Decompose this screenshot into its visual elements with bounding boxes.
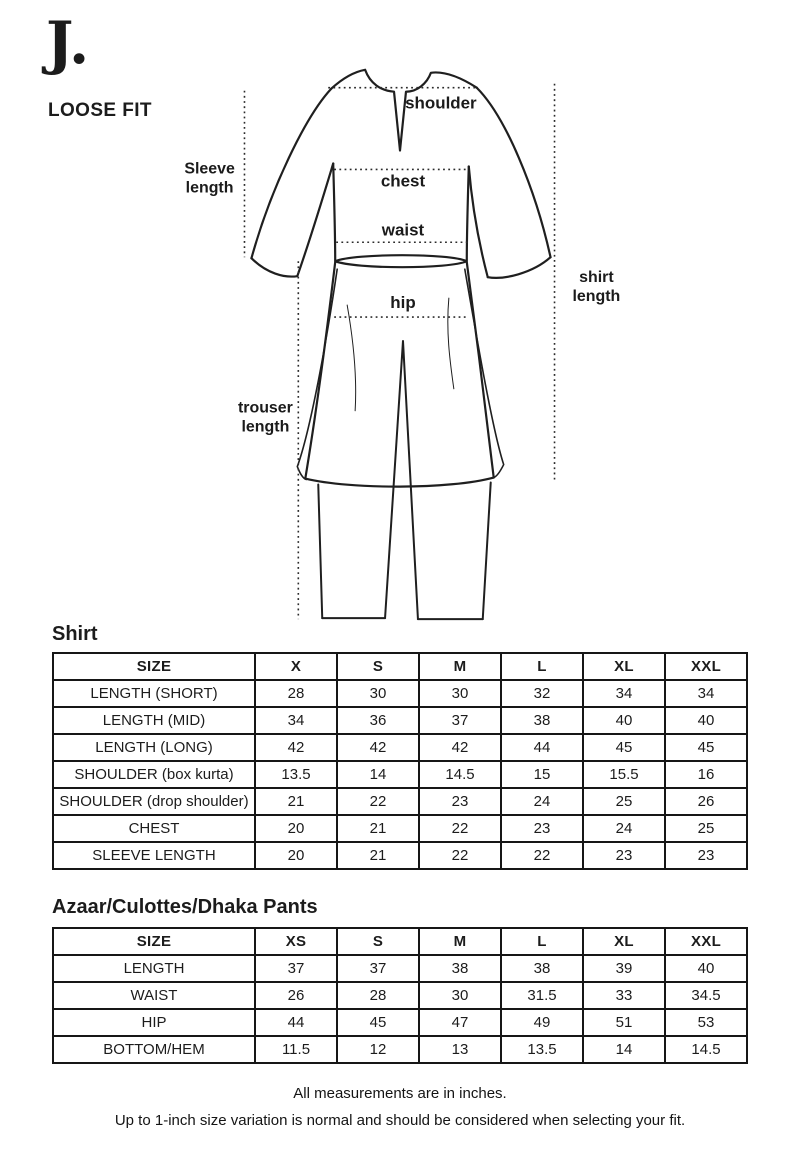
row-label: SHOULDER (drop shoulder): [53, 788, 255, 815]
size-value-cell: 30: [337, 680, 419, 707]
fit-label: LOOSE FIT: [48, 100, 152, 121]
size-value-cell: 15: [501, 761, 583, 788]
table-row: [53, 788, 747, 815]
size-value-cell: 15.5: [583, 761, 665, 788]
size-value-cell: 38: [501, 707, 583, 734]
size-value-cell: 21: [255, 788, 337, 815]
row-label: LENGTH (MID): [53, 707, 255, 734]
size-value-cell: 23: [665, 842, 747, 869]
size-value-cell: 32: [501, 680, 583, 707]
row-label: LENGTH (LONG): [53, 734, 255, 761]
size-value-cell: 38: [501, 955, 583, 982]
column-header: M: [419, 928, 501, 955]
row-label: SHOULDER (box kurta): [53, 761, 255, 788]
row-label: HIP: [53, 1009, 255, 1036]
size-value-cell: 34.5: [665, 982, 747, 1009]
shirt-length-label-2: length: [572, 288, 621, 306]
size-value-cell: 30: [419, 680, 501, 707]
size-value-cell: 37: [419, 707, 501, 734]
size-value-cell: 37: [337, 955, 419, 982]
size-value-cell: 30: [419, 982, 501, 1009]
size-value-cell: 40: [583, 707, 665, 734]
size-value-cell: 28: [337, 982, 419, 1009]
size-value-cell: 40: [665, 955, 747, 982]
size-value-cell: 13.5: [255, 761, 337, 788]
column-header: L: [501, 653, 583, 680]
size-value-cell: 49: [501, 1009, 583, 1036]
size-value-cell: 24: [501, 788, 583, 815]
pants-size-table: [52, 927, 748, 1064]
size-value-cell: 12: [337, 1036, 419, 1063]
column-header: X: [255, 653, 337, 680]
column-header: SIZE: [53, 928, 255, 955]
footer-note-variation: Up to 1-inch size variation is normal and should be considered when selecting your fit.: [114, 1112, 686, 1129]
size-value-cell: 40: [665, 707, 747, 734]
size-value-cell: 51: [583, 1009, 665, 1036]
size-value-cell: 31.5: [501, 982, 583, 1009]
size-value-cell: 26: [255, 982, 337, 1009]
size-value-cell: 24: [583, 815, 665, 842]
shirt-length-label-1: shirt: [579, 269, 614, 287]
sleeve-length-label-2: length: [185, 179, 234, 197]
size-value-cell: 13: [419, 1036, 501, 1063]
size-value-cell: 36: [337, 707, 419, 734]
size-value-cell: 42: [337, 734, 419, 761]
size-value-cell: 37: [255, 955, 337, 982]
size-value-cell: 20: [255, 815, 337, 842]
shirt-section-heading: Shirt: [52, 623, 98, 645]
size-value-cell: 20: [255, 842, 337, 869]
size-value-cell: 22: [419, 815, 501, 842]
table-row: [53, 815, 747, 842]
column-header: SIZE: [53, 653, 255, 680]
size-value-cell: 34: [255, 707, 337, 734]
table-row: [53, 1036, 747, 1063]
size-value-cell: 23: [419, 788, 501, 815]
size-value-cell: 11.5: [255, 1036, 337, 1063]
size-value-cell: 42: [419, 734, 501, 761]
size-value-cell: 22: [337, 788, 419, 815]
table-row: [53, 1009, 747, 1036]
size-value-cell: 13.5: [501, 1036, 583, 1063]
column-header: M: [419, 653, 501, 680]
table-header-row: [53, 928, 747, 955]
row-label: WAIST: [53, 982, 255, 1009]
hip-label: hip: [390, 293, 416, 313]
table-row: [53, 680, 747, 707]
size-value-cell: 33: [583, 982, 665, 1009]
size-value-cell: 34: [665, 680, 747, 707]
table-row: [53, 761, 747, 788]
column-header: XXL: [665, 928, 747, 955]
size-value-cell: 22: [501, 842, 583, 869]
column-header: S: [337, 928, 419, 955]
table-header-row: [53, 653, 747, 680]
row-label: SLEEVE LENGTH: [53, 842, 255, 869]
size-value-cell: 28: [255, 680, 337, 707]
measurement-dotted-lines: [241, 84, 554, 619]
sleeve-length-label-1: Sleeve: [184, 160, 235, 178]
chest-label: chest: [380, 171, 426, 191]
size-value-cell: 21: [337, 815, 419, 842]
column-header: XL: [583, 653, 665, 680]
row-label: LENGTH: [53, 955, 255, 982]
table-row: [53, 842, 747, 869]
table-row: [53, 955, 747, 982]
shoulder-label: shoulder: [405, 93, 477, 113]
column-header: S: [337, 653, 419, 680]
size-value-cell: 23: [583, 842, 665, 869]
trouser-length-label-2: length: [241, 418, 290, 436]
size-value-cell: 44: [255, 1009, 337, 1036]
size-value-cell: 42: [255, 734, 337, 761]
size-value-cell: 45: [337, 1009, 419, 1036]
shirt-size-table: [52, 652, 748, 870]
footer-note-units: All measurements are in inches.: [293, 1085, 507, 1102]
size-value-cell: 16: [665, 761, 747, 788]
size-value-cell: 14: [337, 761, 419, 788]
size-value-cell: 34: [583, 680, 665, 707]
size-value-cell: 26: [665, 788, 747, 815]
column-header: XS: [255, 928, 337, 955]
trouser-length-label-1: trouser: [237, 399, 293, 417]
size-value-cell: 22: [419, 842, 501, 869]
table-row: [53, 982, 747, 1009]
size-value-cell: 23: [501, 815, 583, 842]
size-value-cell: 47: [419, 1009, 501, 1036]
size-value-cell: 45: [665, 734, 747, 761]
size-value-cell: 14.5: [665, 1036, 747, 1063]
brand-logo: J.: [46, 9, 90, 77]
kurta-outline: [251, 70, 550, 487]
pants-outline: [318, 341, 490, 619]
size-value-cell: 25: [583, 788, 665, 815]
column-header: L: [501, 928, 583, 955]
size-value-cell: 45: [583, 734, 665, 761]
row-label: CHEST: [53, 815, 255, 842]
pants-section-heading: Azaar/Culottes/Dhaka Pants: [52, 896, 318, 918]
size-value-cell: 39: [583, 955, 665, 982]
waist-label: waist: [381, 220, 425, 240]
table-row: [53, 707, 747, 734]
size-value-cell: 14.5: [419, 761, 501, 788]
size-value-cell: 44: [501, 734, 583, 761]
column-header: XL: [583, 928, 665, 955]
size-value-cell: 25: [665, 815, 747, 842]
diagram-labels: [184, 94, 620, 436]
column-header: XXL: [665, 653, 747, 680]
size-value-cell: 21: [337, 842, 419, 869]
size-value-cell: 14: [583, 1036, 665, 1063]
size-value-cell: 38: [419, 955, 501, 982]
row-label: BOTTOM/HEM: [53, 1036, 255, 1063]
size-value-cell: 53: [665, 1009, 747, 1036]
row-label: LENGTH (SHORT): [53, 680, 255, 707]
table-row: [53, 734, 747, 761]
